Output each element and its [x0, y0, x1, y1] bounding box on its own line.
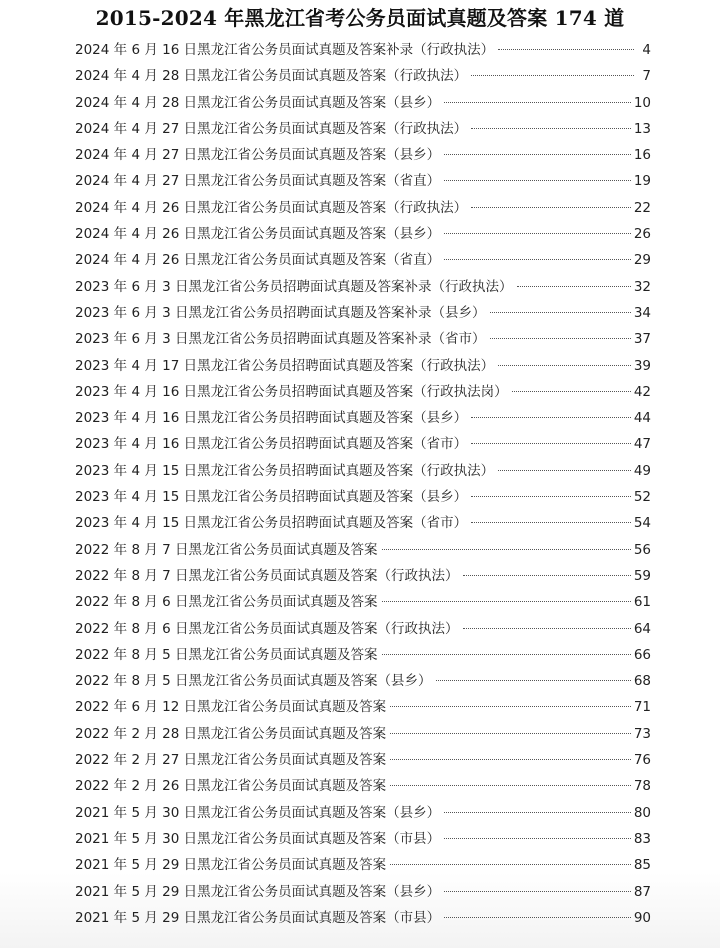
- toc-page-number: 39: [633, 357, 651, 374]
- toc-entry-title: 2023 年 6 月 3 日黑龙江省公务员招聘面试真题及答案补录（行政执法）: [75, 278, 513, 295]
- dot-leader: [444, 812, 631, 813]
- toc-entry[interactable]: [75, 905, 651, 931]
- document-title: 2015-2024 年黑龙江省考公务员面试真题及答案 174 道: [95, 6, 625, 30]
- dot-leader: [498, 470, 631, 471]
- toc-entry[interactable]: [75, 326, 651, 352]
- dot-leader: [517, 286, 631, 287]
- toc-page-number: 47: [633, 436, 651, 453]
- toc-page-number: 83: [633, 830, 651, 847]
- dot-leader: [444, 917, 631, 918]
- dot-leader: [382, 654, 631, 655]
- toc-entry[interactable]: [75, 116, 651, 142]
- toc-page-number: 78: [633, 778, 651, 795]
- toc-entry-title: 2021 年 5 月 29 日黑龙江省公务员面试真题及答案: [75, 857, 387, 874]
- toc-entry-title: 2021 年 5 月 30 日黑龙江省公务员面试真题及答案（市县）: [75, 830, 441, 847]
- toc-entry-title: 2023 年 4 月 15 日黑龙江省公务员招聘面试真题及答案（县乡）: [75, 489, 468, 506]
- toc-page-number: 66: [633, 646, 651, 663]
- toc-page-number: 44: [633, 410, 651, 427]
- toc-entry-title: 2021 年 5 月 30 日黑龙江省公务员面试真题及答案（县乡）: [75, 804, 441, 821]
- dot-leader: [382, 601, 631, 602]
- dot-leader: [444, 154, 631, 155]
- toc-entry[interactable]: [75, 247, 651, 273]
- toc-entry[interactable]: [75, 431, 651, 457]
- toc-page-number: 87: [633, 883, 651, 900]
- toc-entry[interactable]: [75, 721, 651, 747]
- toc-entry[interactable]: [75, 852, 651, 878]
- toc-entry[interactable]: [75, 142, 651, 168]
- toc-entry-title: 2022 年 8 月 7 日黑龙江省公务员面试真题及答案（行政执法）: [75, 567, 459, 584]
- toc-page-number: 49: [633, 462, 651, 479]
- dot-leader: [463, 575, 631, 576]
- toc-page-number: 59: [633, 567, 651, 584]
- toc-page-number: 34: [633, 304, 651, 321]
- toc-page-number: 37: [633, 331, 651, 348]
- toc-entry[interactable]: [75, 63, 651, 89]
- toc-entry[interactable]: [75, 879, 651, 905]
- toc-entry[interactable]: [75, 195, 651, 221]
- dot-leader: [463, 628, 631, 629]
- toc-page-number: 64: [633, 620, 651, 637]
- toc-entry-title: 2024 年 6 月 16 日黑龙江省公务员面试真题及答案补录（行政执法）: [75, 42, 495, 58]
- toc-entry[interactable]: [75, 537, 651, 563]
- toc-entry-title: 2021 年 5 月 29 日黑龙江省公务员面试真题及答案（市县）: [75, 909, 441, 926]
- dot-leader: [444, 180, 631, 181]
- dot-leader: [444, 838, 631, 839]
- dot-leader: [471, 522, 631, 523]
- toc-page-number: 61: [633, 594, 651, 611]
- toc-entry-title: 2023 年 4 月 17 日黑龙江省公务员招聘面试真题及答案（行政执法）: [75, 357, 495, 374]
- toc-page-number: 26: [633, 226, 651, 243]
- toc-entry-title: 2023 年 6 月 3 日黑龙江省公务员招聘面试真题及答案补录（县乡）: [75, 304, 486, 321]
- toc-entry[interactable]: [75, 563, 651, 589]
- toc-entry-title: 2024 年 4 月 27 日黑龙江省公务员面试真题及答案（行政执法）: [75, 120, 468, 137]
- dot-leader: [444, 891, 631, 892]
- toc-entry-title: 2022 年 2 月 27 日黑龙江省公务员面试真题及答案: [75, 752, 387, 769]
- toc-entry-title: 2024 年 4 月 28 日黑龙江省公务员面试真题及答案（行政执法）: [75, 68, 468, 85]
- toc-entry-title: 2022 年 8 月 5 日黑龙江省公务员面试真题及答案: [75, 646, 378, 663]
- dot-leader: [444, 233, 631, 234]
- dot-leader: [498, 49, 634, 50]
- dot-leader: [471, 75, 634, 76]
- toc-page-number: 29: [633, 252, 651, 269]
- dot-leader: [471, 443, 631, 444]
- toc-page-number: 10: [633, 94, 651, 111]
- toc-entry[interactable]: [75, 405, 651, 431]
- toc-entry[interactable]: [75, 826, 651, 852]
- dot-leader: [444, 102, 631, 103]
- toc-entry[interactable]: [75, 168, 651, 194]
- dot-leader: [390, 785, 631, 786]
- toc-entry-title: 2022 年 8 月 7 日黑龙江省公务员面试真题及答案: [75, 541, 378, 558]
- toc-entry[interactable]: [75, 694, 651, 720]
- toc-entry-title: 2023 年 4 月 15 日黑龙江省公务员招聘面试真题及答案（省市）: [75, 515, 468, 532]
- toc-page-number: 85: [633, 857, 651, 874]
- toc-entry[interactable]: [75, 642, 651, 668]
- dot-leader: [498, 365, 631, 366]
- dot-leader: [471, 496, 631, 497]
- toc-entry[interactable]: [75, 37, 651, 63]
- toc-entry[interactable]: [75, 773, 651, 799]
- dot-leader: [471, 207, 631, 208]
- toc-entry[interactable]: [75, 668, 651, 694]
- toc-page-number: 22: [633, 199, 651, 216]
- toc-entry-title: 2024 年 4 月 27 日黑龙江省公务员面试真题及答案（县乡）: [75, 147, 441, 164]
- toc-page-number: 71: [633, 699, 651, 716]
- toc-page-number: 54: [633, 515, 651, 532]
- dot-leader: [390, 864, 631, 865]
- toc-entry-title: 2022 年 2 月 28 日黑龙江省公务员面试真题及答案: [75, 725, 387, 742]
- toc-entry[interactable]: [75, 300, 651, 326]
- toc-entry-title: 2023 年 4 月 16 日黑龙江省公务员招聘面试真题及答案（省市）: [75, 436, 468, 453]
- toc-entry-title: 2023 年 4 月 16 日黑龙江省公务员招聘面试真题及答案（县乡）: [75, 410, 468, 427]
- toc-entry-title: 2024 年 4 月 28 日黑龙江省公务员面试真题及答案（县乡）: [75, 94, 441, 111]
- toc-page-number: 19: [633, 173, 651, 190]
- dot-leader: [436, 680, 631, 681]
- toc-entry-title: 2024 年 4 月 26 日黑龙江省公务员面试真题及答案（行政执法）: [75, 199, 468, 216]
- toc-entry-title: 2024 年 4 月 26 日黑龙江省公务员面试真题及答案（县乡）: [75, 226, 441, 243]
- toc-page-number: 16: [633, 147, 651, 164]
- toc-entry[interactable]: [75, 484, 651, 510]
- toc-page-number: 52: [633, 489, 651, 506]
- dot-leader: [390, 733, 631, 734]
- dot-leader: [490, 312, 631, 313]
- toc-entry-title: 2023 年 4 月 15 日黑龙江省公务员招聘面试真题及答案（行政执法）: [75, 462, 495, 479]
- dot-leader: [382, 549, 631, 550]
- toc-page-number: 80: [633, 804, 651, 821]
- toc-entry[interactable]: [75, 747, 651, 773]
- dot-leader: [471, 128, 631, 129]
- toc-page-number: 68: [633, 673, 651, 690]
- toc-entry-title: 2022 年 2 月 26 日黑龙江省公务员面试真题及答案: [75, 778, 387, 795]
- toc-entry[interactable]: [75, 800, 651, 826]
- dot-leader: [390, 759, 631, 760]
- toc-entry-title: 2021 年 5 月 29 日黑龙江省公务员面试真题及答案（县乡）: [75, 883, 441, 900]
- toc-entry-title: 2022 年 8 月 6 日黑龙江省公务员面试真题及答案: [75, 594, 378, 611]
- toc-entry-title: 2022 年 8 月 5 日黑龙江省公务员面试真题及答案（县乡）: [75, 673, 432, 690]
- toc-entry[interactable]: [75, 616, 651, 642]
- toc-page-number: 73: [633, 725, 651, 742]
- toc-page-number: 42: [633, 383, 651, 400]
- toc-entry[interactable]: [75, 458, 651, 484]
- toc-entry-title: 2022 年 6 月 12 日黑龙江省公务员面试真题及答案: [75, 699, 387, 716]
- toc-entry[interactable]: [75, 353, 651, 379]
- toc-entry-title: 2024 年 4 月 27 日黑龙江省公务员面试真题及答案（省直）: [75, 173, 441, 190]
- toc-entry[interactable]: [75, 379, 651, 405]
- table-of-contents: [75, 37, 651, 931]
- toc-entry-title: 2022 年 8 月 6 日黑龙江省公务员面试真题及答案（行政执法）: [75, 620, 459, 637]
- toc-page-number: 56: [633, 541, 651, 558]
- toc-page-number: 32: [633, 278, 651, 295]
- dot-leader: [390, 706, 631, 707]
- toc-page-number: 90: [633, 909, 651, 926]
- toc-page-number: 7: [642, 68, 651, 85]
- toc-page-number: 76: [633, 752, 651, 769]
- toc-page-number: 4: [642, 42, 651, 58]
- toc-entry-title: 2023 年 4 月 16 日黑龙江省公务员招聘面试真题及答案（行政执法岗）: [75, 383, 508, 400]
- dot-leader: [490, 338, 631, 339]
- toc-entry-title: 2024 年 4 月 26 日黑龙江省公务员面试真题及答案（省直）: [75, 252, 441, 269]
- dot-leader: [512, 391, 631, 392]
- toc-page-number: 13: [633, 120, 651, 137]
- toc-entry[interactable]: [75, 221, 651, 247]
- toc-entry[interactable]: [75, 589, 651, 615]
- toc-entry[interactable]: [75, 90, 651, 116]
- dot-leader: [444, 259, 631, 260]
- dot-leader: [471, 417, 631, 418]
- toc-entry-title: 2023 年 6 月 3 日黑龙江省公务员招聘面试真题及答案补录（省市）: [75, 331, 486, 348]
- toc-entry[interactable]: [75, 510, 651, 536]
- toc-entry[interactable]: [75, 274, 651, 300]
